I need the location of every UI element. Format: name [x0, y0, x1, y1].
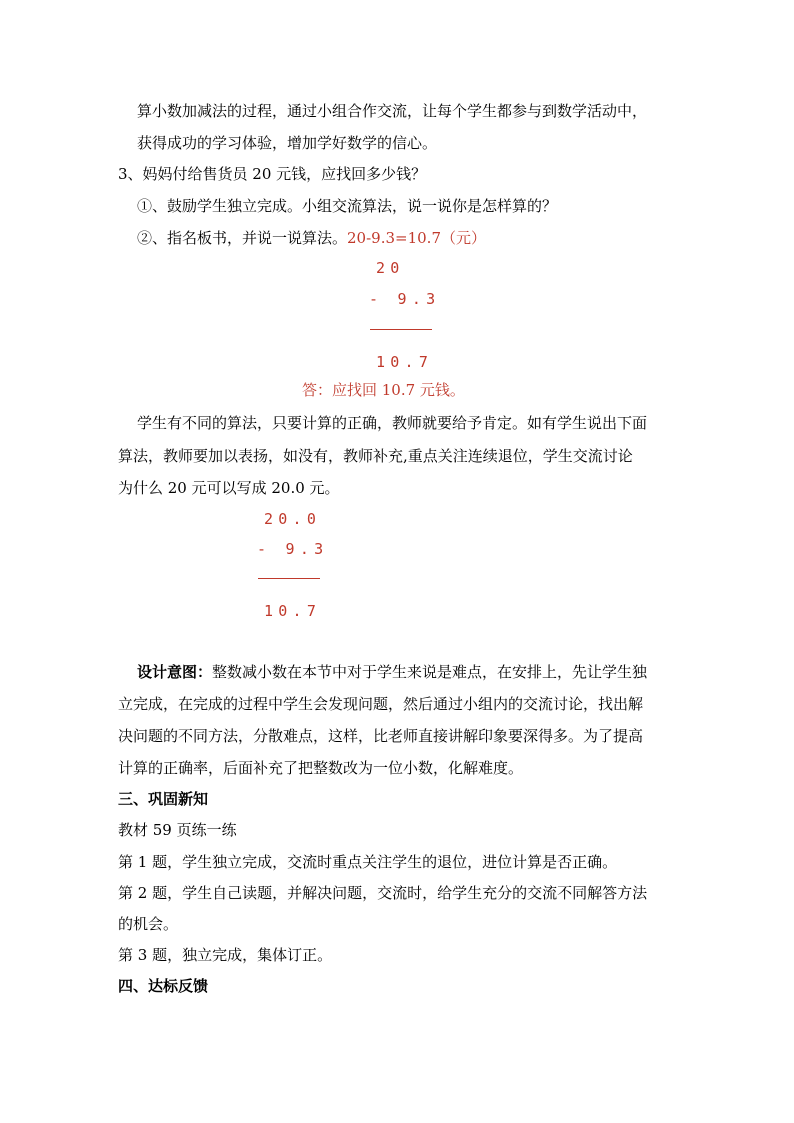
calc-1-subtrahend: - 9.3	[369, 290, 441, 308]
section-3-q2-line-2: 的机会。	[118, 915, 179, 933]
calc-2-subtrahend: - 9.3	[257, 540, 329, 558]
intro-line-1: 算小数加减法的过程，通过小组合作交流，让每个学生都参与到数学活动中，	[137, 102, 648, 120]
design-intent-line-3: 决问题的不同方法，分散难点，这样，比老师直接讲解印象要深得多。为了提高	[118, 727, 644, 745]
step-2-formula: 20-9.3=10.7（元）	[347, 229, 486, 247]
calc-1-top: 20	[376, 259, 405, 277]
answer-line: 答：应找回 10.7 元钱。	[302, 381, 465, 399]
calc-2-result: 10.7	[264, 602, 322, 620]
calc-2-top: 20.0	[264, 510, 322, 528]
step-2-text: ②、指名板书，并说一说算法。	[137, 229, 348, 247]
design-intent-line-1	[137, 662, 647, 682]
problem-3-step-2	[137, 228, 486, 248]
calc-1-divider	[370, 329, 432, 330]
design-intent-line-4: 计算的正确率，后面补充了把整数改为一位小数，化解难度。	[118, 759, 524, 777]
section-3-textbook: 教材 59 页练一练	[118, 821, 237, 839]
section-4-heading: 四、达标反馈	[118, 977, 209, 995]
intro-line-2: 获得成功的学习体验，增加学好数学的信心。	[137, 134, 438, 152]
problem-3-step-1: ①、鼓励学生独立完成。小组交流算法，说一说你是怎样算的？	[137, 197, 558, 215]
problem-3-title: 3、妈妈付给售货员 20 元钱，应找回多少钱？	[118, 165, 427, 183]
para-2-line-2: 算法，教师要加以表扬，如没有，教师补充,重点关注连续退位，学生交流讨论	[118, 447, 633, 465]
design-intent-text: 整数减小数在本节中对于学生来说是难点，在安排上，先让学生独	[212, 663, 648, 681]
calc-2-divider	[258, 578, 320, 579]
calc-1-result: 10.7	[376, 353, 434, 371]
para-2-line-3: 为什么 20 元可以写成 20.0 元。	[118, 479, 340, 497]
section-3-q1: 第 1 题，学生独立完成，交流时重点关注学生的退位，进位计算是否正确。	[118, 853, 618, 871]
para-2-line-1: 学生有不同的算法，只要计算的正确，教师就要给予肯定。如有学生说出下面	[137, 414, 648, 432]
section-3-q2-line-1: 第 2 题，学生自己读题，并解决问题，交流时，给学生充分的交流不同解答方法	[118, 884, 648, 902]
section-3-heading: 三、巩固新知	[118, 790, 209, 808]
design-intent-label: 设计意图：	[137, 663, 213, 681]
design-intent-line-2: 立完成，在完成的过程中学生会发现问题，然后通过小组内的交流讨论，找出解	[118, 695, 644, 713]
section-3-q3: 第 3 题，独立完成，集体订正。	[118, 946, 333, 964]
